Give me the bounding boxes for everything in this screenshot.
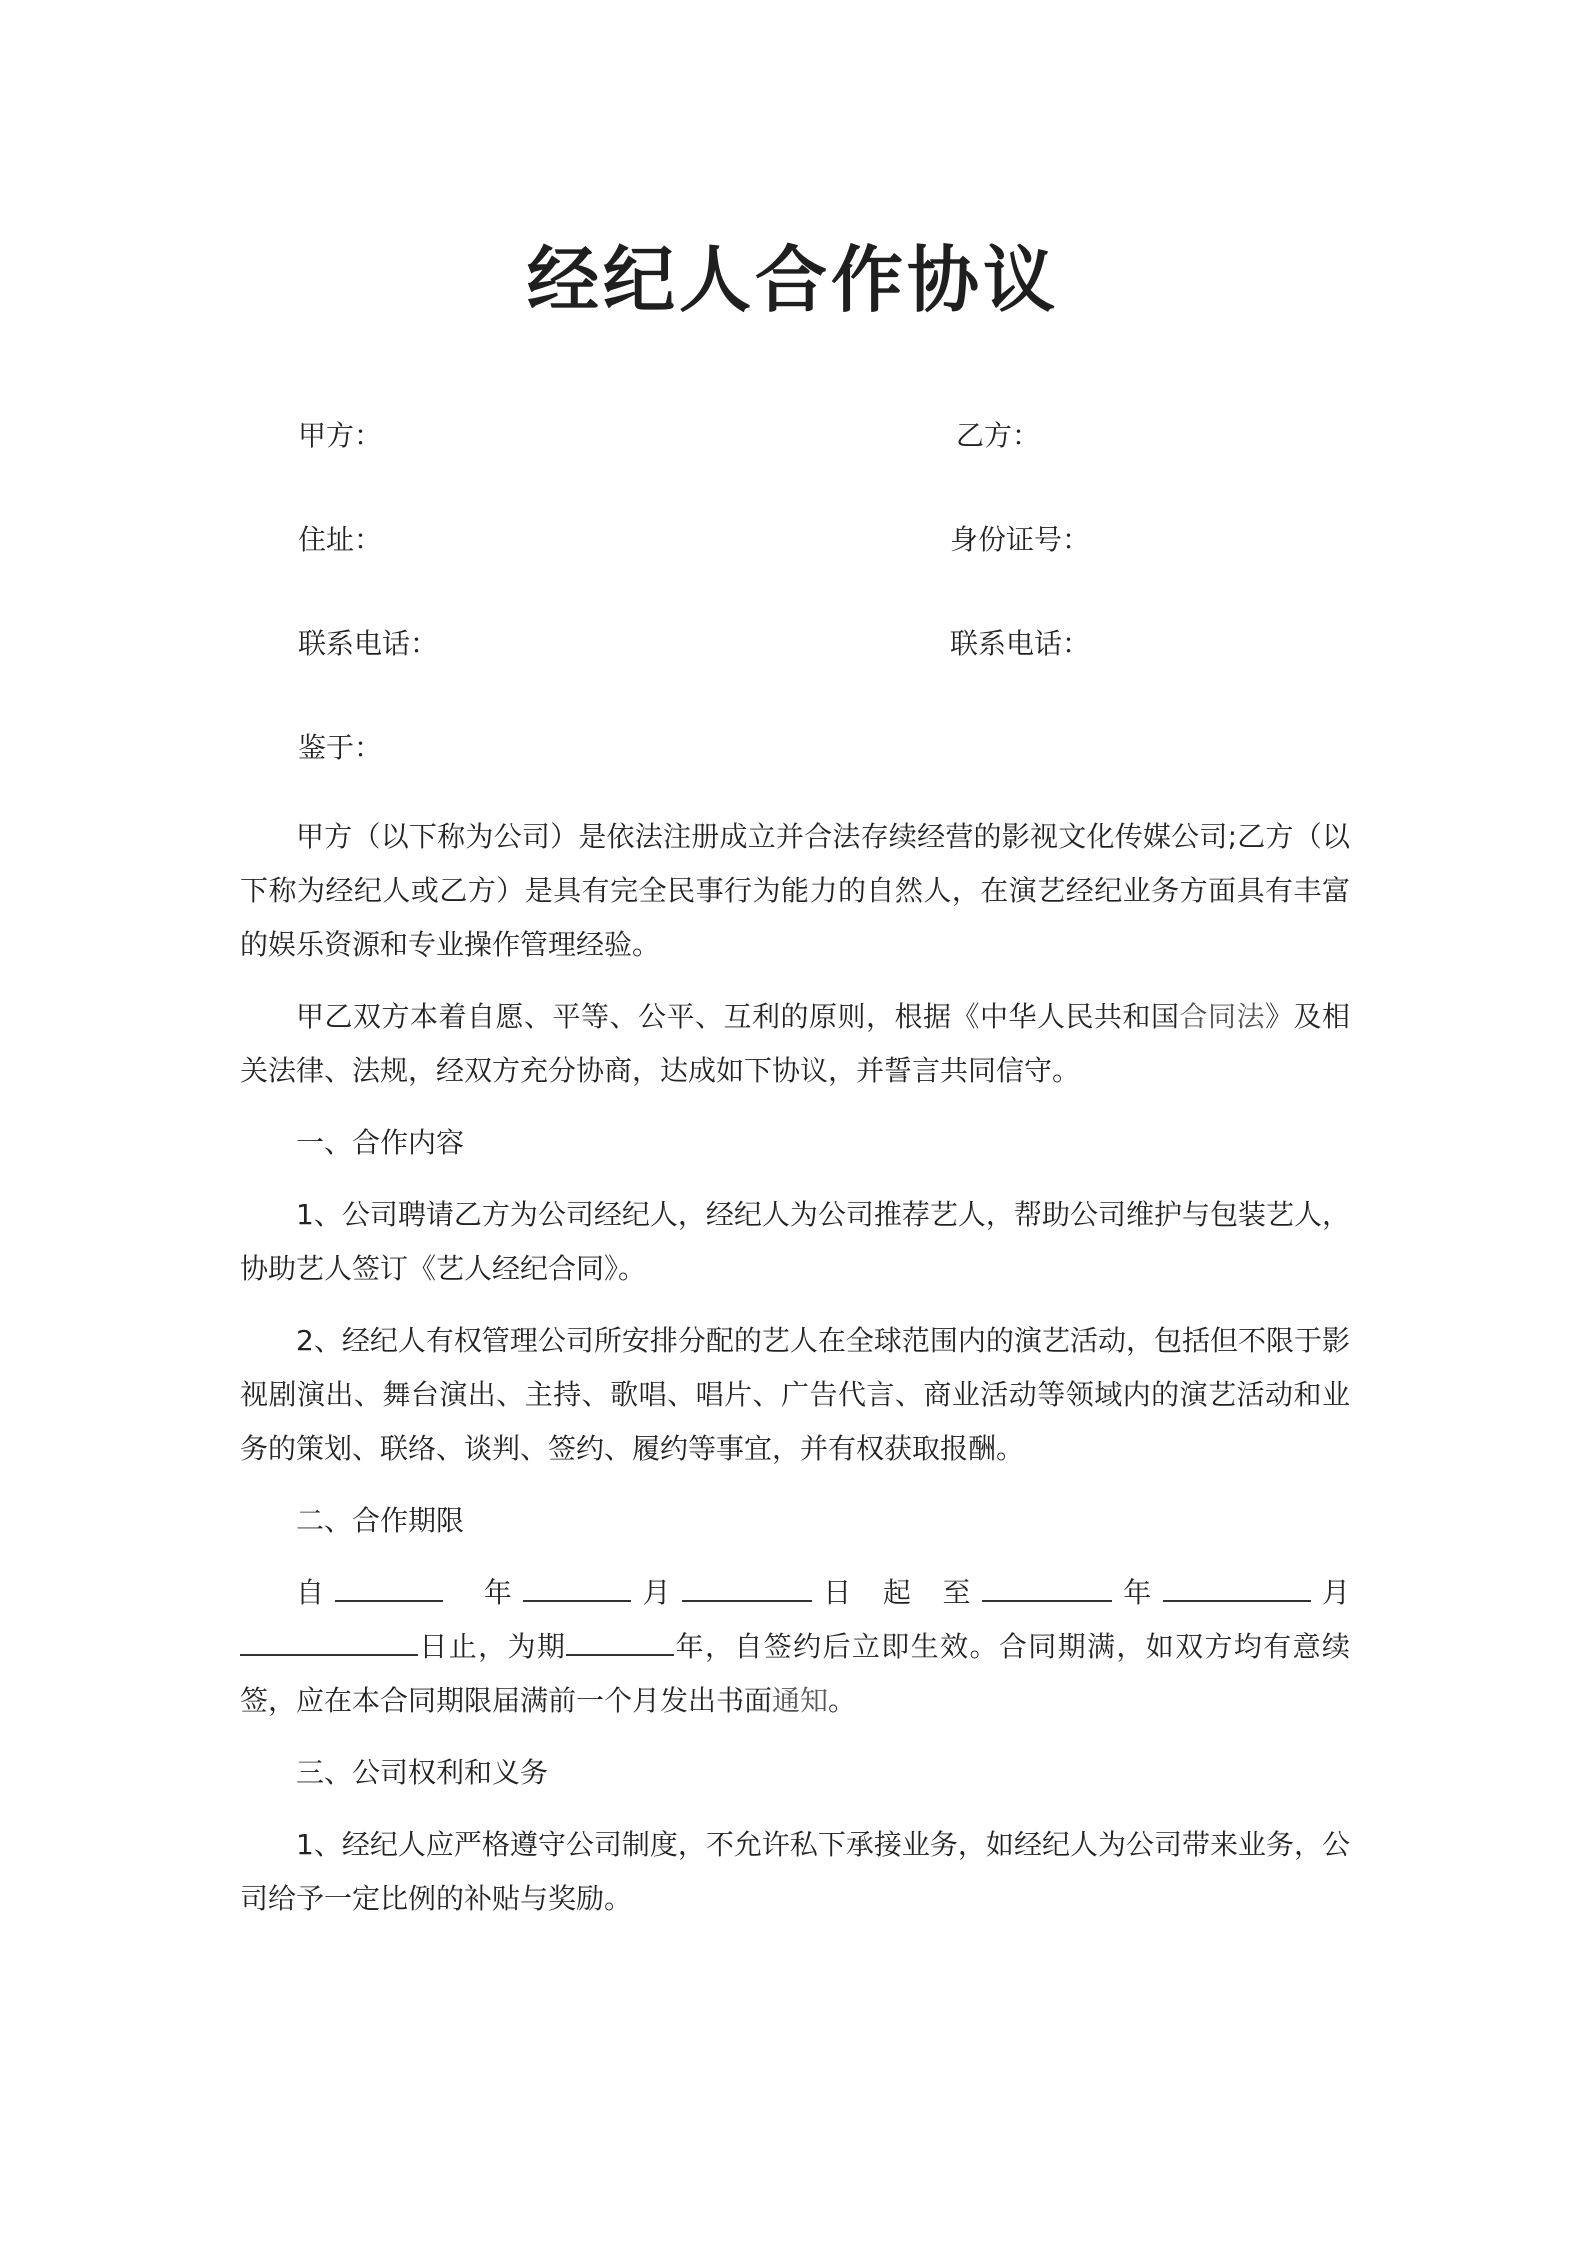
- id-number-label: 身份证号：: [950, 523, 1091, 556]
- section-heading-company-rights: 三、公司权利和义务: [296, 1756, 549, 1789]
- phone-a-label: 联系电话：: [298, 627, 439, 660]
- notice-link[interactable]: 通知: [772, 1684, 829, 1717]
- blank-start-day[interactable]: [682, 1570, 812, 1602]
- party-row-phone: [298, 624, 1298, 664]
- clause-3-1: 1、经纪人应严格遵守公司制度，不允许私下承接业务，如经纪人为公司带来业务，公司给予一定比例的补贴与奖励。: [240, 1828, 1350, 1915]
- term-day-period: 日止，为期: [418, 1630, 567, 1663]
- party-a-label: 甲方：: [298, 419, 383, 452]
- clause-term: [240, 1566, 1350, 1728]
- section-heading-cooperation: 一、合作内容: [296, 1126, 465, 1159]
- blank-start-year[interactable]: [335, 1570, 443, 1602]
- term-month-2: 月: [1310, 1576, 1350, 1609]
- blank-end-day[interactable]: [240, 1624, 418, 1656]
- paragraph-principles: [240, 990, 1350, 1098]
- blank-end-year[interactable]: [982, 1570, 1112, 1602]
- clause-1-1: 1、公司聘请乙方为公司经纪人，经纪人为公司推荐艺人，帮助公司维护与包装艺人，协助艺人签订《艺人经纪合同》。: [240, 1198, 1350, 1285]
- party-row-names: [298, 416, 1298, 456]
- term-year-1: 年: [483, 1576, 524, 1609]
- term-year-2: 年: [1111, 1576, 1163, 1609]
- blank-period-years[interactable]: [566, 1624, 674, 1656]
- party-row-address: [298, 520, 1298, 560]
- principles-text-end: 》及相关法律、法规，经双方充分协商，达成如下协议，并誓言共同信守。: [240, 1000, 1350, 1087]
- agreement-body: [240, 810, 1350, 1944]
- section-heading-term: 二、合作期限: [296, 1504, 465, 1537]
- term-day-from-to: 日 起 至: [811, 1576, 982, 1609]
- phone-b-label: 联系电话：: [950, 627, 1091, 660]
- term-month-1: 月: [631, 1576, 682, 1609]
- term-end: 。: [828, 1684, 857, 1717]
- paragraph-background: 甲方（以下称为公司）是依法注册成立并合法存续经营的影视文化传媒公司;乙方（以下称为经纪人或乙方）是具有完全民事行为能力的自然人，在演艺经纪业务方面具有丰富的娱乐资源和专业操作管理经验。: [240, 820, 1350, 961]
- term-renewal-text: 年，自签约后立即生效。合同期满，如双方均有意续签，应在本合同期限届满前一个月发出书面: [240, 1630, 1350, 1717]
- clause-1-2: 2、经纪人有权管理公司所安排分配的艺人在全球范围内的演艺活动，包括但不限于影视剧演出、舞台演出、主持、歌唱、唱片、广告代言、商业活动等领域内的演艺活动和业务的策划、联络、谈判、签约、履约等事宜，并有权获取报酬。: [240, 1324, 1350, 1465]
- address-label: 住址：: [298, 523, 383, 556]
- blank-end-month[interactable]: [1163, 1570, 1311, 1602]
- contract-law-link[interactable]: 合同法: [1179, 1000, 1265, 1033]
- whereas-label: 鉴于：: [298, 731, 383, 764]
- party-b-label: 乙方：: [956, 419, 1041, 452]
- term-from: 自: [296, 1576, 336, 1609]
- principles-text-start: 甲乙双方本着自愿、平等、公平、互利的原则，根据《中华人民共和国: [296, 1000, 1180, 1033]
- document-title: 经纪人合作协议: [526, 238, 1059, 322]
- blank-start-month[interactable]: [523, 1570, 631, 1602]
